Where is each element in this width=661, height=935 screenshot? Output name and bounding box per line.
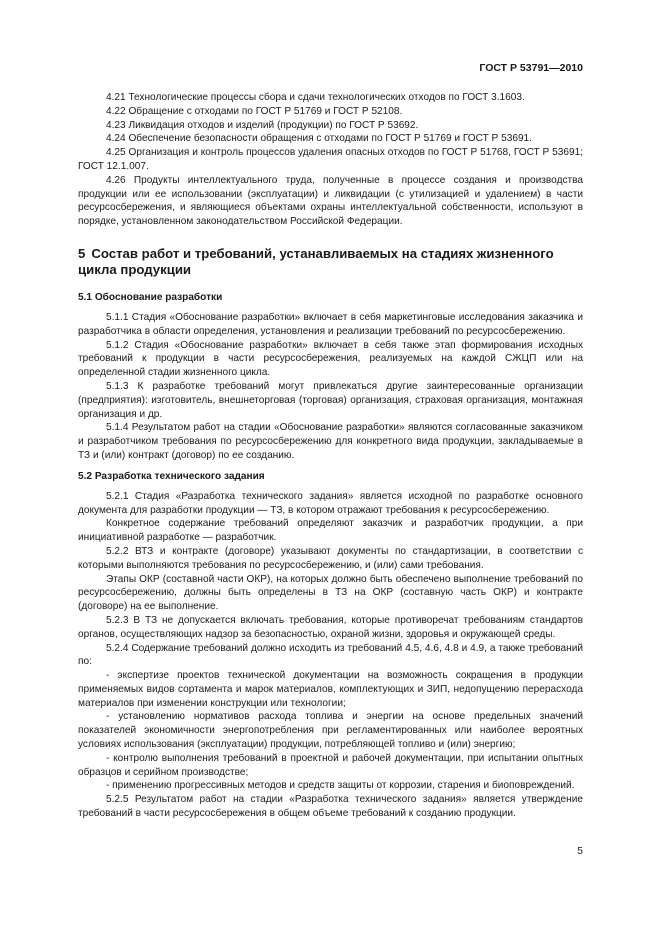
paragraph-5-2-2-b: Этапы ОКР (составной части ОКР), на которых должно быть обеспечено выполнение требований по ресурсосбережению, должны быть определены в ТЗ на ОКР (составную часть ОКР) и контракте (договоре) на ее выполнение. xyxy=(78,573,583,613)
list-item: - экспертизе проектов технической документации на возможность сокращения в продукции применяемых видов сортамента и марок материалов, комплектующих и ЗИП, недопущению перерасхода материалов при изменении конструкции или технологии; xyxy=(78,670,583,709)
paragraph-4-24: 4.24 Обеспечение безопасности обращения с отходами по ГОСТ Р 51769 и ГОСТ Р 53691. xyxy=(106,133,532,145)
paragraph-5-1-4: 5.1.4 Результатом работ на стадии «Обоснование разработки» являются согласованные заказчиком и разработчиком требования по ресурсосбережению для конкретного вида продукции, закладываемые в ТЗ и (или) контракт (договор) по ее созданию. xyxy=(78,422,583,461)
paragraph-5-1-2: 5.1.2 Стадия «Обоснование разработки» включает в себя также этап формирования исходных требований к продукции в части ресурсосбережения, реализуемых на каждой СЖЦП или на определенной стадии жизненного цикла. xyxy=(78,339,583,379)
paragraph-5-1-1: 5.1.1 Стадия «Обоснование разработки» включает в себя маркетинговые исследования заказчика и разработчика в области определения, установления и реализации требований по ресурсосбережению. xyxy=(78,311,583,337)
standard-header: ГОСТ Р 53791—2010 xyxy=(479,62,583,74)
section-5-heading xyxy=(78,246,583,279)
paragraph-4-25: 4.25 Организация и контроль процессов удаления опасных отходов по ГОСТ Р 51768, ГОСТ Р 53691; ГОСТ 12.1.007. xyxy=(78,147,583,172)
paragraph-5-2-4: 5.2.4 Содержание требований должно исходить из требований 4.5, 4.6, 4.8 и 4.9, а также требований по: xyxy=(78,642,583,668)
paragraph-5-2-5: 5.2.5 Результатом работ на стадии «Разработка технического задания» является утверждение требований в части ресурсосбережения в общем объеме требований к созданию продукции. xyxy=(78,794,583,820)
paragraph-4-23: 4.23 Ликвидация отходов и изделий (продукции) по ГОСТ Р 53692. xyxy=(106,119,419,131)
paragraph-4-22: 4.22 Обращение с отходами по ГОСТ Р 51769 и ГОСТ Р 52108. xyxy=(106,105,403,117)
section-title: Состав работ и требований, устанавливаемых на стадиях жизненного цикла продукции xyxy=(78,245,554,278)
paragraph-5-2-1: 5.2.1 Стадия «Разработка технического задания» является исходной по разработке основного документа для разработки продукции — ТЗ, в котором отражают требования к ресурсосбережению. xyxy=(78,490,583,516)
list-item: - контролю выполнения требований в проектной и рабочей документации, при испытании опытных образцов и серийном производстве; xyxy=(78,752,583,778)
paragraph-5-2-2: 5.2.2 ВТЗ и контракте (договоре) указывают документы по стандартизации, в соответствии с которыми выполняются требования по ресурсосбережению, и (или) сами требования. xyxy=(78,545,583,571)
section-number: 5 xyxy=(78,245,86,261)
page-number: 5 xyxy=(577,845,583,857)
list-item: - установлению нормативов расхода топлива и энергии на основе предельных значений показателей экономичности энергопотребления при регламентированных или наиболее вероятных условиях использования (эксплуатации) продукции, потребляющей топливо и (или) энергию; xyxy=(78,711,583,751)
list-item: - применению прогрессивных методов и средств защиты от коррозии, старения и биоповреждений. xyxy=(106,780,575,792)
subsection-5-2-heading: 5.2 Разработка технического задания xyxy=(78,470,265,482)
paragraph-5-2-1-b: Конкретное содержание требований определяют заказчик и разработчик продукции, а при инициативной разработке — разработчик. xyxy=(78,518,583,544)
paragraph-5-1-3: 5.1.3 К разработке требований могут привлекаться другие заинтересованные организации (предприятия): изготовитель, внешнеторговая (торговая) организация, страховая организация, монтажная организация и др. xyxy=(78,380,583,420)
paragraph-4-26: 4.26 Продукты интеллектуального труда, полученные в процессе создания и производства продукции или ее использовании (эксплуатации) и ликвидации (с утилизацией и удалением) в части ресурсосбережения, и являющиеся объектами охраны интеллектуальной собственности, используют в порядке, установленном законодательством Российской Федерации. xyxy=(78,174,583,228)
paragraph-4-21: 4.21 Технологические процессы сбора и сдачи технологических отходов по ГОСТ 3.1603. xyxy=(106,92,525,103)
subsection-5-1-heading: 5.1 Обоснование разработки xyxy=(78,291,223,303)
document-body xyxy=(78,91,583,821)
paragraph-5-2-3: 5.2.3 В ТЗ не допускается включать требования, которые противоречат требованиям стандартов органов, осуществляющих надзор за безопасностью, охраной жизни, здоровья и окружающей среды. xyxy=(78,614,583,640)
